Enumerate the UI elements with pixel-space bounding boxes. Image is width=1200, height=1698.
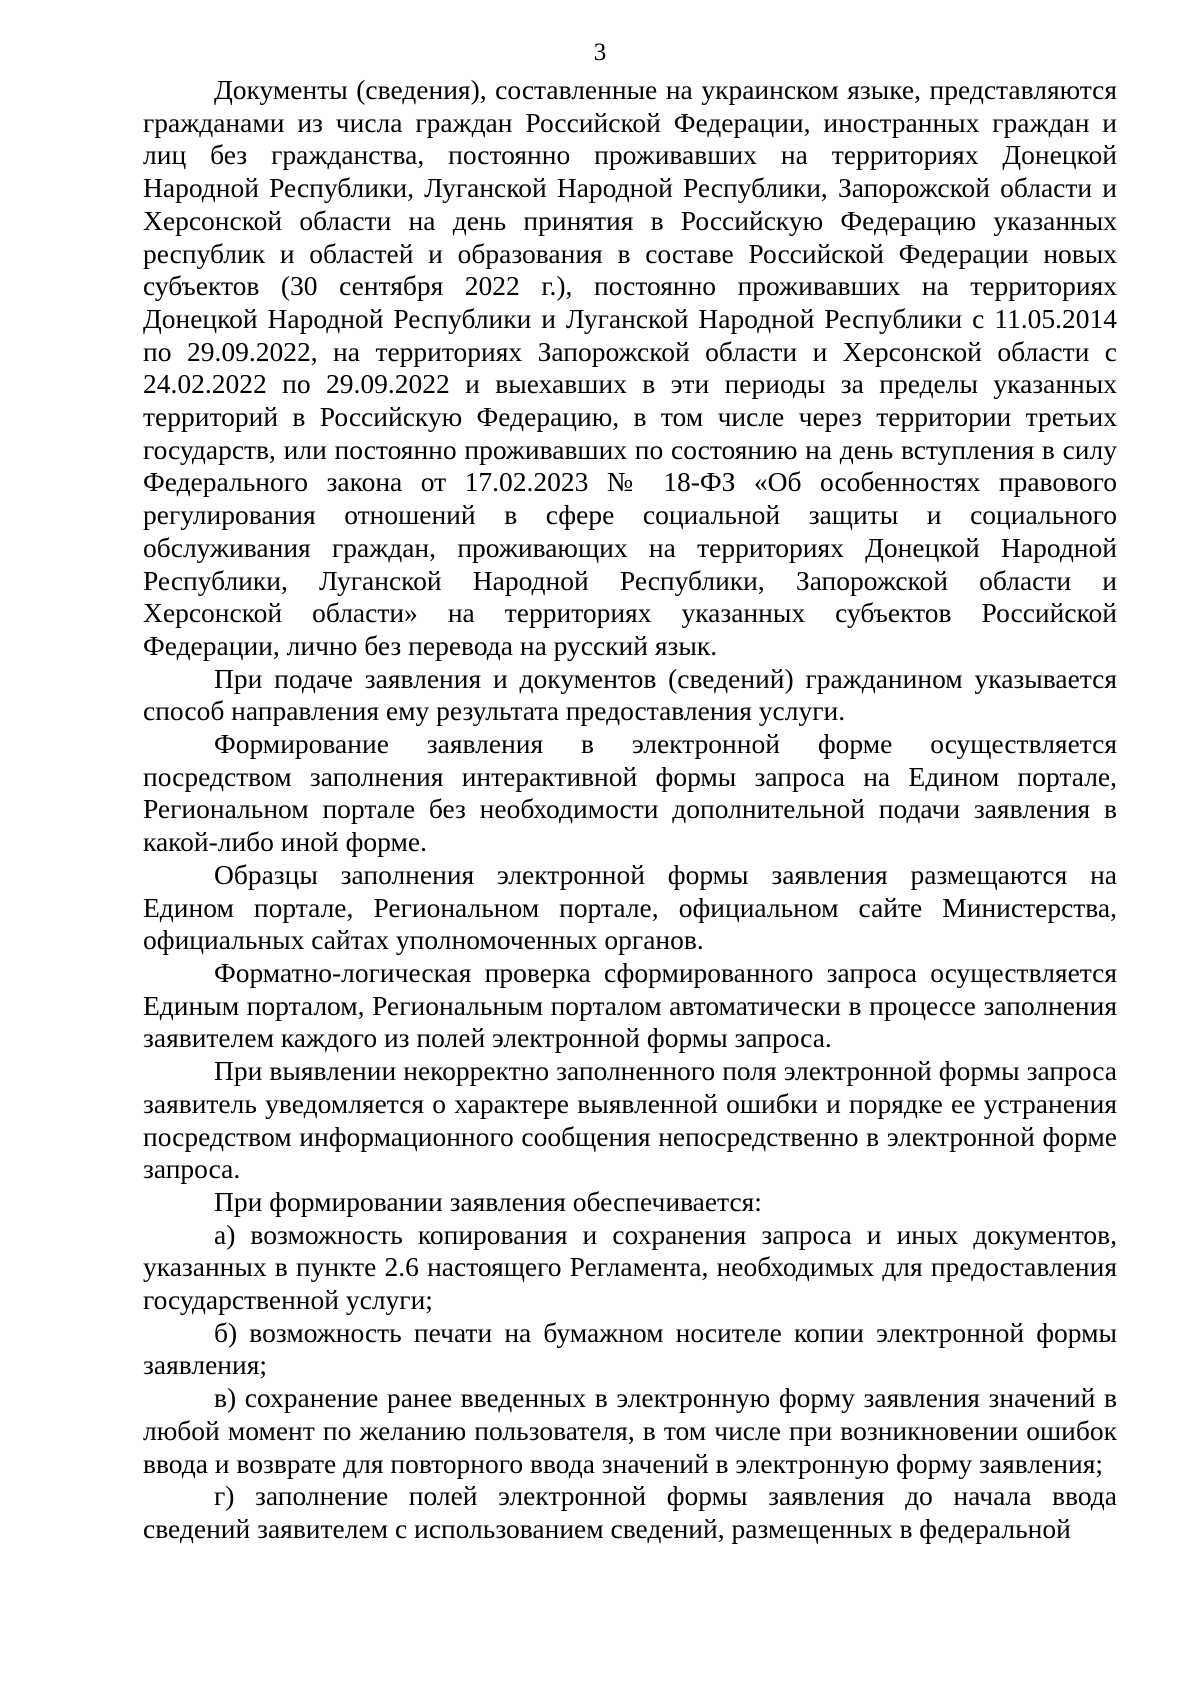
paragraph-result-delivery-method: При подаче заявления и документов (сведений) гражданином указывается способ направления ему результата предоставления услуги. [143,662,1117,727]
list-item-b: б) возможность печати на бумажном носителе копии электронной формы заявления; [143,1316,1117,1381]
paragraph-electronic-form: Формирование заявления в электронной форме осуществляется посредством заполнения интерактивной формы запроса на Едином портале, Региональном портале без необходимости дополнительной подачи заявления в какой-либо иной форме. [143,728,1117,858]
list-item-a: а) возможность копирования и сохранения запроса и иных документов, указанных в пункте 2.6 настоящего Регламента, необходимых для предоставления государственной услуги; [143,1218,1117,1316]
list-item-v: в) сохранение ранее введенных в электронную форму заявления значений в любой момент по желанию пользователя, в том числе при возникновении ошибок ввода и возврате для повторного ввода значений в электронную форму заявления; [143,1382,1117,1479]
page-number: 3 [593,39,607,66]
list-item-g: г) заполнение полей электронной формы заявления до начала ввода сведений заявителем с использованием сведений, размещенных в федеральной [143,1480,1117,1544]
paragraph-form-samples: Образцы заполнения электронной формы заявления размещаются на Едином портале, Региональном портале, официальном сайте Министерства, официальных сайтах уполномоченных органов. [143,858,1117,956]
paragraph-ukrainian-documents: Документы (сведения), составленные на украинском языке, представляются гражданами из числа граждан Российской Федерации, иностранных граждан и лиц без гражданства, постоянно проживавших на территориях Донецкой Народной Республики, Луганской Народной Республики, Запорожской области и Херсонской области на день принятия в Российскую Федерацию указанных республик и областей и образования в составе Российской Федерации новых субъектов (30 сентября 2022 г.), постоянно проживавших на территориях Донецкой Народной Республики и Луганской Народной Республики с 11.05.2014 по 29.09.2022, на территориях Запорожской области и Херсонской области с 24.02.2022 по 29.09.2022 и выехавших в эти периоды за пределы указанных территорий в Российскую Федерацию, в том числе через территории третьих государств, или постоянно проживавших по состоянию на день вступления в силу Федерального закона от 17.02.2023 № 18-ФЗ «Об особенностях правового регулирования отношений в сфере социальной защиты и социального обслуживания граждан, проживающих на территориях Донецкой Народной Республики, Луганской Народной Республики, Запорожской области и Херсонской области» на территориях указанных субъектов Российской Федерации, лично без перевода на русский язык. [143,74,1117,661]
paragraph-error-notification: При выявлении некорректно заполненного поля электронной формы запроса заявитель уведомляется о характере выявленной ошибки и порядке ее устранения посредством информационного сообщения непосредственно в электронной форме запроса. [143,1055,1117,1185]
paragraph-provided-features: При формировании заявления обеспечивается: [214,1185,762,1217]
document-body [143,74,1117,1546]
paragraph-format-check: Форматно-логическая проверка сформированного запроса осуществляется Единым порталом, Региональным порталом автоматически в процессе заполнения заявителем каждого из полей электронной формы запроса. [143,956,1117,1054]
